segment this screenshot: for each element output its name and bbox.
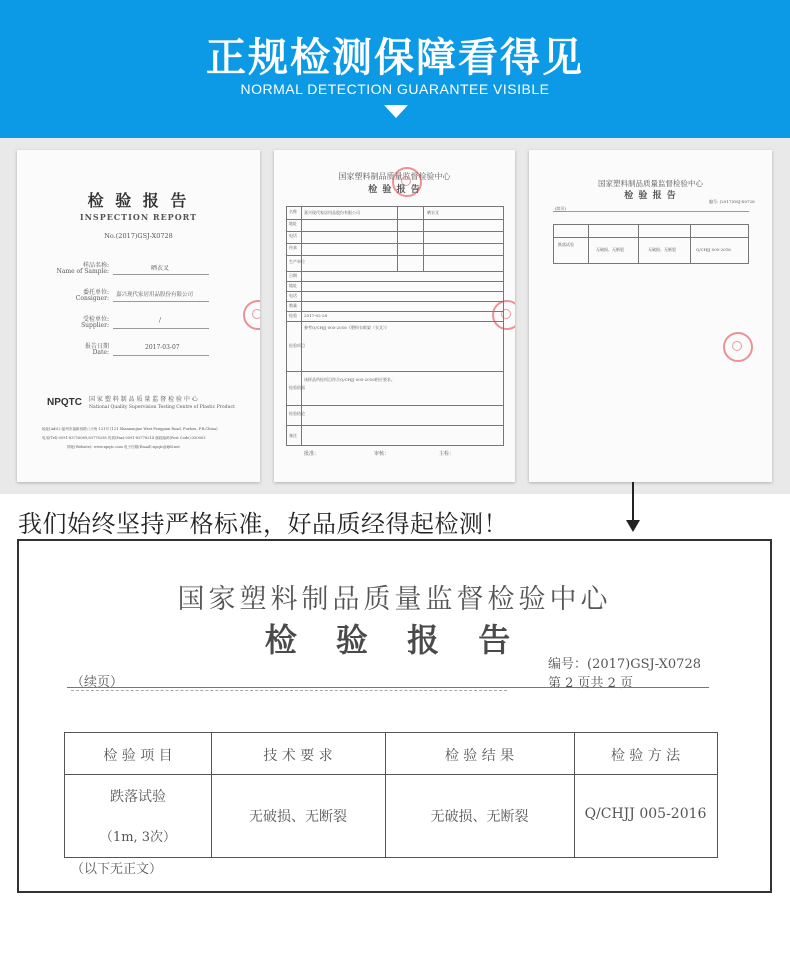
row-label: 备注 (289, 433, 297, 438)
zoom-header: 国家塑料制品质量监督检验中心 (177, 584, 612, 615)
cover-report-no: No.(2017)GSJ-X0728 (104, 232, 173, 240)
zoom-footer: （以下无正文） (71, 862, 163, 877)
field-underline (113, 274, 209, 275)
row-label: 检验 (289, 313, 297, 318)
field-label-en: Date: (92, 349, 109, 356)
zoom-results-table (64, 732, 718, 858)
header-banner (0, 0, 790, 138)
field-value: 晒衣叉 (151, 265, 170, 272)
report-header: 国家塑料制品质量监督检验中心 (338, 172, 451, 181)
report-table (286, 206, 504, 446)
conclusion-value: 该样品所检项目符合Q/CHJJ 005-2016相应要求。 (304, 377, 395, 382)
field-value: 2017-03-07 (145, 344, 180, 351)
basis-value: 参考Q/CHJJ 005-2016《塑料衣晾架（衣叉）》 (304, 325, 389, 330)
cover-title-en: INSPECTION REPORT (79, 212, 198, 222)
zoom-title: 检 验 报 告 (264, 621, 525, 659)
cont-title: 检 验 报 告 (624, 191, 677, 201)
down-arrow-icon (384, 105, 408, 118)
zoom-report-no: 编号：(2017)GSJ-X0728 (548, 657, 701, 672)
cont-cell: 无破损、无断裂 (648, 247, 676, 252)
cont-header: 国家塑料制品质量监督检验中心 (598, 179, 703, 188)
sample-name-value: 晒衣叉 (427, 210, 439, 215)
row-label: 电话 (289, 233, 297, 238)
row-label: 名称 (289, 209, 297, 214)
pointer-line (632, 482, 634, 522)
row-label: 检验依据 (289, 385, 305, 390)
report-title: 检 验 报 告 (368, 185, 421, 195)
cont-table (553, 224, 749, 264)
field-label-cn: 委托单位: (82, 289, 109, 296)
cell-result: 无破损、无断裂 (430, 809, 529, 825)
zoomed-report-detail (17, 539, 772, 893)
cont-note: (续页) (555, 206, 567, 211)
field-underline (113, 301, 209, 302)
center-name-cn: 国 家 塑 料 制 品 质 量 监 督 检 验 中 心 (89, 396, 198, 403)
center-name-en: National Quality Supervision Testing Centre of Plastic Product (89, 405, 235, 410)
consigner-value: 嘉兴现代家居用品股份有限公司 (304, 210, 360, 215)
cont-report-no: 编号: (2017)GSJ-X0728 (709, 199, 755, 204)
field-label-cn: 报告日期 (84, 343, 109, 350)
row-label: 数量 (289, 303, 297, 308)
banner-title: 正规检测保障看得见 (206, 35, 584, 81)
field-underline (113, 328, 209, 329)
cell-method: Q/CHJJ 005-2016 (584, 806, 707, 822)
seal-stamp (723, 332, 753, 362)
cell-requirement: 无破损、无断裂 (249, 809, 347, 825)
field-label-en: Supplier: (81, 322, 109, 329)
footer-phone: 电话(Tel):0591-83716089,83778238 传真(Fax):0591-83778214 邮政编码(Post Code):350003 (42, 436, 206, 440)
field-label-cn: 受检单位: (82, 316, 109, 323)
col-header-requirement: 技 术 要 求 (263, 748, 333, 764)
signature-review: 审核： (374, 451, 390, 457)
row-label: 日期 (289, 273, 297, 278)
pointer-arrow-icon (626, 520, 640, 532)
row-label: 检验结论 (289, 411, 305, 416)
row-label: 电话 (289, 293, 297, 298)
cover-title-cn: 检 验 报 告 (87, 191, 190, 210)
field-label-cn: 样品名称: (82, 262, 109, 269)
report-page-document[interactable] (274, 150, 515, 482)
row-label: 地址 (289, 221, 297, 226)
banner-subtitle: NORMAL DETECTION GUARANTEE VISIBLE (240, 81, 550, 97)
field-label-en: Consigner: (75, 295, 109, 302)
signature-approve: 批准： (304, 451, 320, 457)
date-value: 2017-02-28 (304, 313, 328, 318)
row-label: 生产单位 (289, 259, 305, 264)
row-label: 地址 (289, 283, 297, 288)
field-value: / (159, 317, 162, 324)
cont-cell: Q/CHJJ 005-2016 (696, 247, 731, 252)
cell-item: 跌落试验 (110, 789, 166, 805)
footer-address: 地址(Add.):福州市福新西路八小角 121号 (121 Shannanjiao West Fengpian Road, Fuzhou, P.R.China) (42, 427, 218, 431)
zoom-rule-top (67, 687, 709, 688)
cont-cell: 无破损、无断裂 (596, 247, 624, 252)
col-header-method: 检 验 方 法 (610, 748, 681, 764)
signature-inspector: 主检： (439, 451, 455, 457)
cover-document[interactable] (17, 150, 260, 482)
seal-stamp (243, 300, 260, 330)
field-value: 嘉兴现代家居用品股份有限公司 (116, 292, 194, 298)
cont-cell: 跌落试验 (558, 242, 574, 247)
field-label-en: Name of Sample: (56, 268, 109, 275)
row-label: 检验项目 (289, 343, 305, 348)
col-header-result: 检 验 结 果 (444, 748, 515, 764)
field-underline (113, 355, 209, 356)
zoom-page: 第 2 页共 2 页 (548, 676, 634, 691)
footer-website: 网址(Website): www.npqtc.com 电子信箱(Email):npqtc@fjfd.net (67, 445, 180, 449)
headline-text: 我们始终坚持严格标准，好品质经得起检测！ (18, 510, 508, 538)
col-header-item: 检 验 项 目 (103, 748, 173, 764)
row-label: 传真 (289, 245, 297, 250)
continuation-document[interactable] (529, 150, 772, 482)
cont-rule (553, 211, 749, 212)
zoom-rule-dashed (71, 690, 507, 691)
seal-stamp (392, 167, 422, 197)
zoom-continued: （续页） (71, 675, 124, 690)
npqtc-logo: NPQTC (47, 397, 82, 408)
cell-item-note: （1m, 3次） (99, 830, 177, 845)
